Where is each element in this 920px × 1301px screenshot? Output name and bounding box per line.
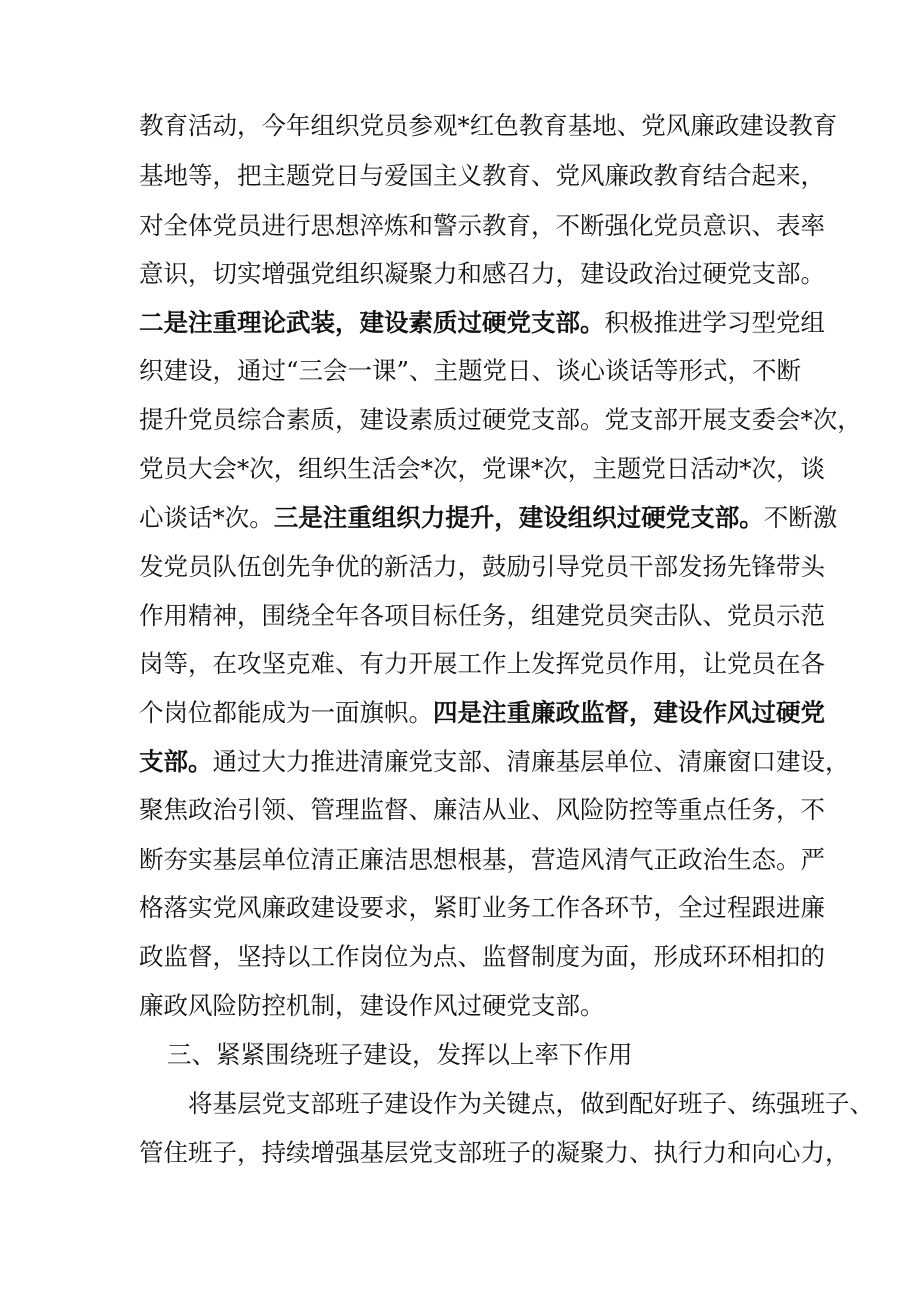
body-line-12: 岗等，在攻坚克难、有力开展工作上发挥党员作用，让党员在各 bbox=[139, 649, 825, 678]
point-four-heading-end: 支部。 bbox=[139, 747, 213, 776]
body-line-15: 聚焦政治引领、管理监督、廉洁从业、风险防控等重点任务，不 bbox=[139, 795, 825, 824]
point-four-text: 通过大力推进清廉党支部、清廉基层单位、清廉窗口建设， bbox=[212, 747, 850, 776]
body-line-21: 管住班子，持续增强基层党支部班子的凝聚力、执行力和向心力， bbox=[139, 1138, 850, 1167]
point-three-text-end: 个岗位都能成为一面旗帜。 bbox=[139, 698, 433, 727]
point-two-text: 积极推进学习型党组 bbox=[604, 308, 825, 337]
point-three-text: 不断激 bbox=[763, 503, 838, 532]
body-line-14 bbox=[139, 744, 850, 780]
body-line-17: 格落实党风廉政建设要求，紧盯业务工作各环节，全过程跟进廉 bbox=[139, 893, 825, 922]
body-line-3: 对全体党员进行思想淬炼和警示教育，不断强化党员意识、表率 bbox=[139, 211, 825, 240]
body-line-18: 政监督，坚持以工作岗位为点、监督制度为面，形成环环相扣的 bbox=[139, 942, 825, 971]
body-line-11: 作用精神，围绕全年各项目标任务，组建党员突击队、党员示范 bbox=[139, 601, 825, 630]
body-line-5 bbox=[139, 305, 825, 341]
body-line-19: 廉政风险防控机制，建设作风过硬党支部。 bbox=[139, 991, 605, 1020]
point-three-heading: 三是注重组织力提升，建设组织过硬党支部。 bbox=[273, 503, 764, 532]
body-line-2: 基地等，把主题党日与爱国主义教育、党风廉政教育结合起来， bbox=[139, 161, 825, 190]
point-two-text-end: 心谈话*次。 bbox=[139, 503, 274, 532]
body-line-16: 断夯实基层单位清正廉洁思想根基，营造风清气正政治生态。严 bbox=[139, 845, 825, 874]
body-line-6: 织建设，通过“三会一课”、主题党日、谈心谈话等形式，不断 bbox=[139, 356, 802, 385]
point-two-heading: 二是注重理论武装，建设素质过硬党支部。 bbox=[139, 308, 605, 337]
body-line-1: 教育活动，今年组织党员参观*红色教育基地、党风廉政建设教育 bbox=[139, 111, 838, 140]
body-line-13 bbox=[139, 695, 825, 731]
point-four-heading: 四是注重廉政监督，建设作风过硬党 bbox=[433, 698, 825, 727]
section-three-heading: 三、紧紧围绕班子建设，发挥以上率下作用 bbox=[167, 1040, 633, 1069]
body-line-7: 提升党员综合素质，建设素质过硬党支部。党支部开展支委会*次， bbox=[139, 405, 862, 434]
body-line-10: 发党员队伍创先争优的新活力，鼓励引导党员干部发扬先锋带头 bbox=[139, 552, 825, 581]
body-line-9 bbox=[139, 500, 838, 536]
body-line-4: 意识，切实增强党组织凝聚力和感召力，建设政治过硬党支部。 bbox=[139, 259, 825, 288]
body-line-8: 党员大会*次，组织生活会*次，党课*次，主题党日活动*次，谈 bbox=[139, 454, 825, 483]
body-line-20: 将基层党支部班子建设作为关键点，做到配好班子、练强班子、 bbox=[188, 1089, 874, 1118]
